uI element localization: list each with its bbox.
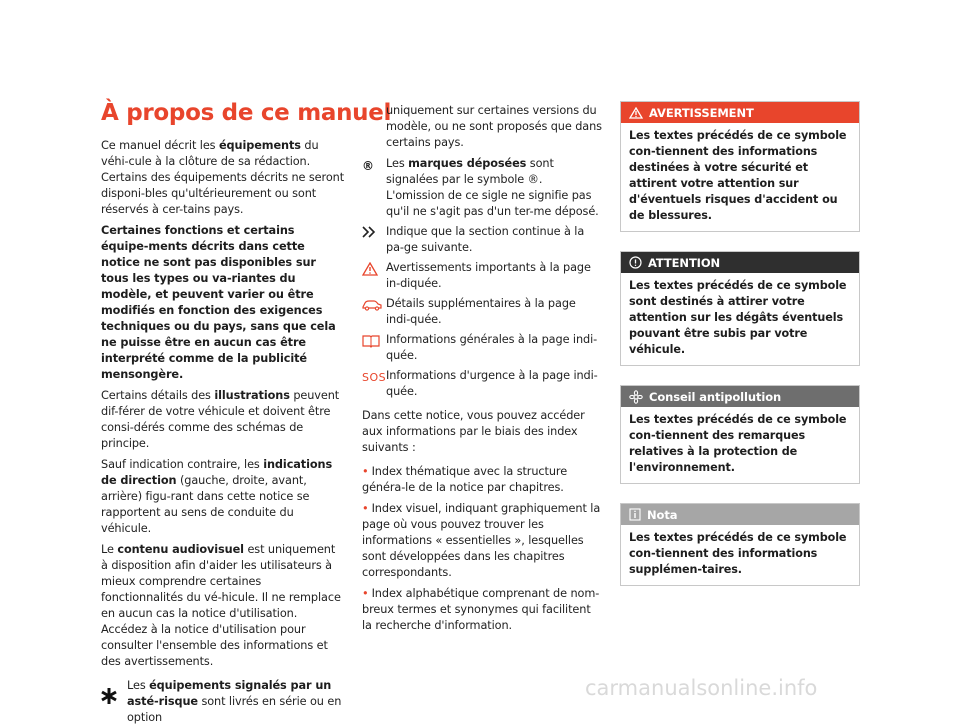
info-icon	[629, 508, 641, 521]
text: Les	[127, 679, 150, 692]
text: est uniquement à disposition afin d'aider les utilisateurs à mieux comprendre certaines fonctionnalités du vé-hicule. Il ne remplace en aucun cas la notice d'utilisation. Accédez à la notice d'utilisation pour consulter l'ensemble des informations et des avertissements.	[101, 543, 341, 668]
list-item-registered	[362, 156, 602, 220]
column-middle	[362, 103, 602, 639]
text: sont livrés en série ou en option	[127, 695, 342, 724]
list-item-text: Informations d'urgence à la page indi-quée.	[386, 369, 598, 398]
box-title: AVERTISSEMENT	[649, 105, 754, 120]
box-title: ATTENTION	[648, 255, 721, 270]
attention-box	[620, 251, 860, 366]
list-item-info	[362, 332, 602, 364]
disclaimer-paragraph: Certaines fonctions et certains équipe-ments décrits dans cette notice ne sont pas disponibles sur tous les types ou va-riantes du modèle, et peuvent varier ou être modifiés en fonction des exigences techniques ou du pays, sans que cela ne puisse être en aucun cas être interprété comme de la publicité mensongère.	[101, 224, 336, 381]
text: du véhi-cule à la clôture de sa rédaction. Certains des équipements décrits ne seront disponi-bles qu'ultérieurement ou sont réservés à cer-tains pays.	[101, 139, 345, 216]
list-item-text: Indique que la section continue à la pa-ge suivante.	[386, 225, 585, 254]
watermark: carmanualsonline.info	[585, 676, 818, 700]
box-body: Les textes précédés de ce symbole con-tiennent des informations destinées à votre sécurité et attirent votre attention sur d'éventuels risques d'accident ou de blessures.	[629, 129, 847, 222]
list-item-text: Informations générales à la page indi-quée.	[386, 333, 598, 362]
nota-box	[620, 503, 860, 586]
bullet-item: • Index alphabétique comprenant de nom-breux termes et synonymes qui facilitent la recherche d'information.	[362, 586, 602, 634]
text: Les	[386, 157, 409, 170]
intro-paragraph	[101, 138, 345, 218]
bullet-item: • Index thématique avec la structure généra-le de la notice par chapitres.	[362, 464, 602, 496]
double-chevron-right-icon	[362, 224, 386, 238]
bold-term: illustrations	[214, 389, 290, 402]
nota-box-header	[621, 504, 859, 525]
audiovisual-paragraph	[101, 542, 345, 670]
box-title: Conseil antipollution	[649, 389, 782, 404]
bold-term: marques déposées	[408, 157, 527, 170]
text: sont signalées par le symbole ®. L'omission de ce sigle ne signifie pas qu'il ne s'agit pas d'un ter-me déposé.	[386, 157, 599, 218]
box-body: Les textes précédés de ce symbole con-tiennent des remarques relatives à la protection de l'environnement.	[629, 413, 847, 474]
column-left	[101, 138, 345, 726]
bold-term: équipements	[218, 139, 301, 152]
asterisk-icon	[101, 678, 127, 709]
book-info-icon	[362, 332, 386, 348]
list-item-text: Avertissements importants à la page in-diquée.	[386, 261, 591, 290]
antipollution-box	[620, 385, 860, 484]
illustrations-paragraph	[101, 388, 345, 452]
warning-icon	[629, 107, 643, 119]
bold-term: équipements signalés par un asté-risque	[127, 679, 332, 708]
index-intro: Dans cette notice, vous pouvez accéder aux informations par le biais des index suivants :	[362, 409, 585, 454]
leaf-icon	[629, 390, 643, 404]
text: peuvent dif-férer de votre véhicule et doivent être consi-dérés comme des schémas de principe.	[101, 389, 340, 450]
asterisk-text	[127, 678, 345, 726]
list-item-car-details	[362, 296, 602, 328]
list-item-continue	[362, 224, 602, 256]
bold-term: contenu audiovisuel	[117, 543, 244, 556]
text: (gauche, droite, avant, arrière) figu-rant dans cette notice se rapportent au sens de conduite du véhicule.	[101, 474, 310, 535]
continued-paragraph: uniquement sur certaines versions du modèle, ou ne sont proposés que dans certains pays.	[386, 104, 602, 149]
list-item-text: Détails supplémentaires à la page indi-quée.	[386, 297, 576, 326]
text: Le	[101, 543, 118, 556]
asterisk-note	[101, 678, 345, 726]
sos-icon: SOS	[362, 371, 387, 384]
bold-term: indications de direction	[101, 458, 333, 487]
text: Certains détails des	[101, 389, 215, 402]
box-body: Les textes précédés de ce symbole con-tiennent des informations supplémen-taires.	[629, 531, 847, 576]
text: Sauf indication contraire, les	[101, 458, 264, 471]
car-icon	[362, 296, 386, 312]
antipollution-box-header	[621, 386, 859, 407]
page-title: À propos de ce manuel	[101, 100, 392, 126]
list-item-warning	[362, 260, 602, 292]
column-right	[620, 101, 860, 605]
box-body: Les textes précédés de ce symbole sont destinés à attirer votre attention sur les dégâts éventuels pouvant être subis par votre véhicule.	[629, 279, 847, 356]
warning-box-header	[621, 102, 859, 123]
box-title: Nota	[647, 507, 678, 522]
exclamation-circle-icon	[629, 256, 642, 269]
text: Ce manuel décrit les	[101, 139, 219, 152]
bullet-item: • Index visuel, indiquant graphiquement la page où vous pouvez trouver les informations « essentielles », lesquelles sont développées dans les chapitres correspondants.	[362, 501, 602, 581]
attention-box-header	[621, 252, 859, 273]
registered-icon: ®	[362, 159, 374, 173]
directions-paragraph	[101, 457, 345, 537]
list-item-sos	[362, 368, 602, 400]
warning-icon	[362, 260, 386, 276]
warning-box	[620, 101, 860, 232]
